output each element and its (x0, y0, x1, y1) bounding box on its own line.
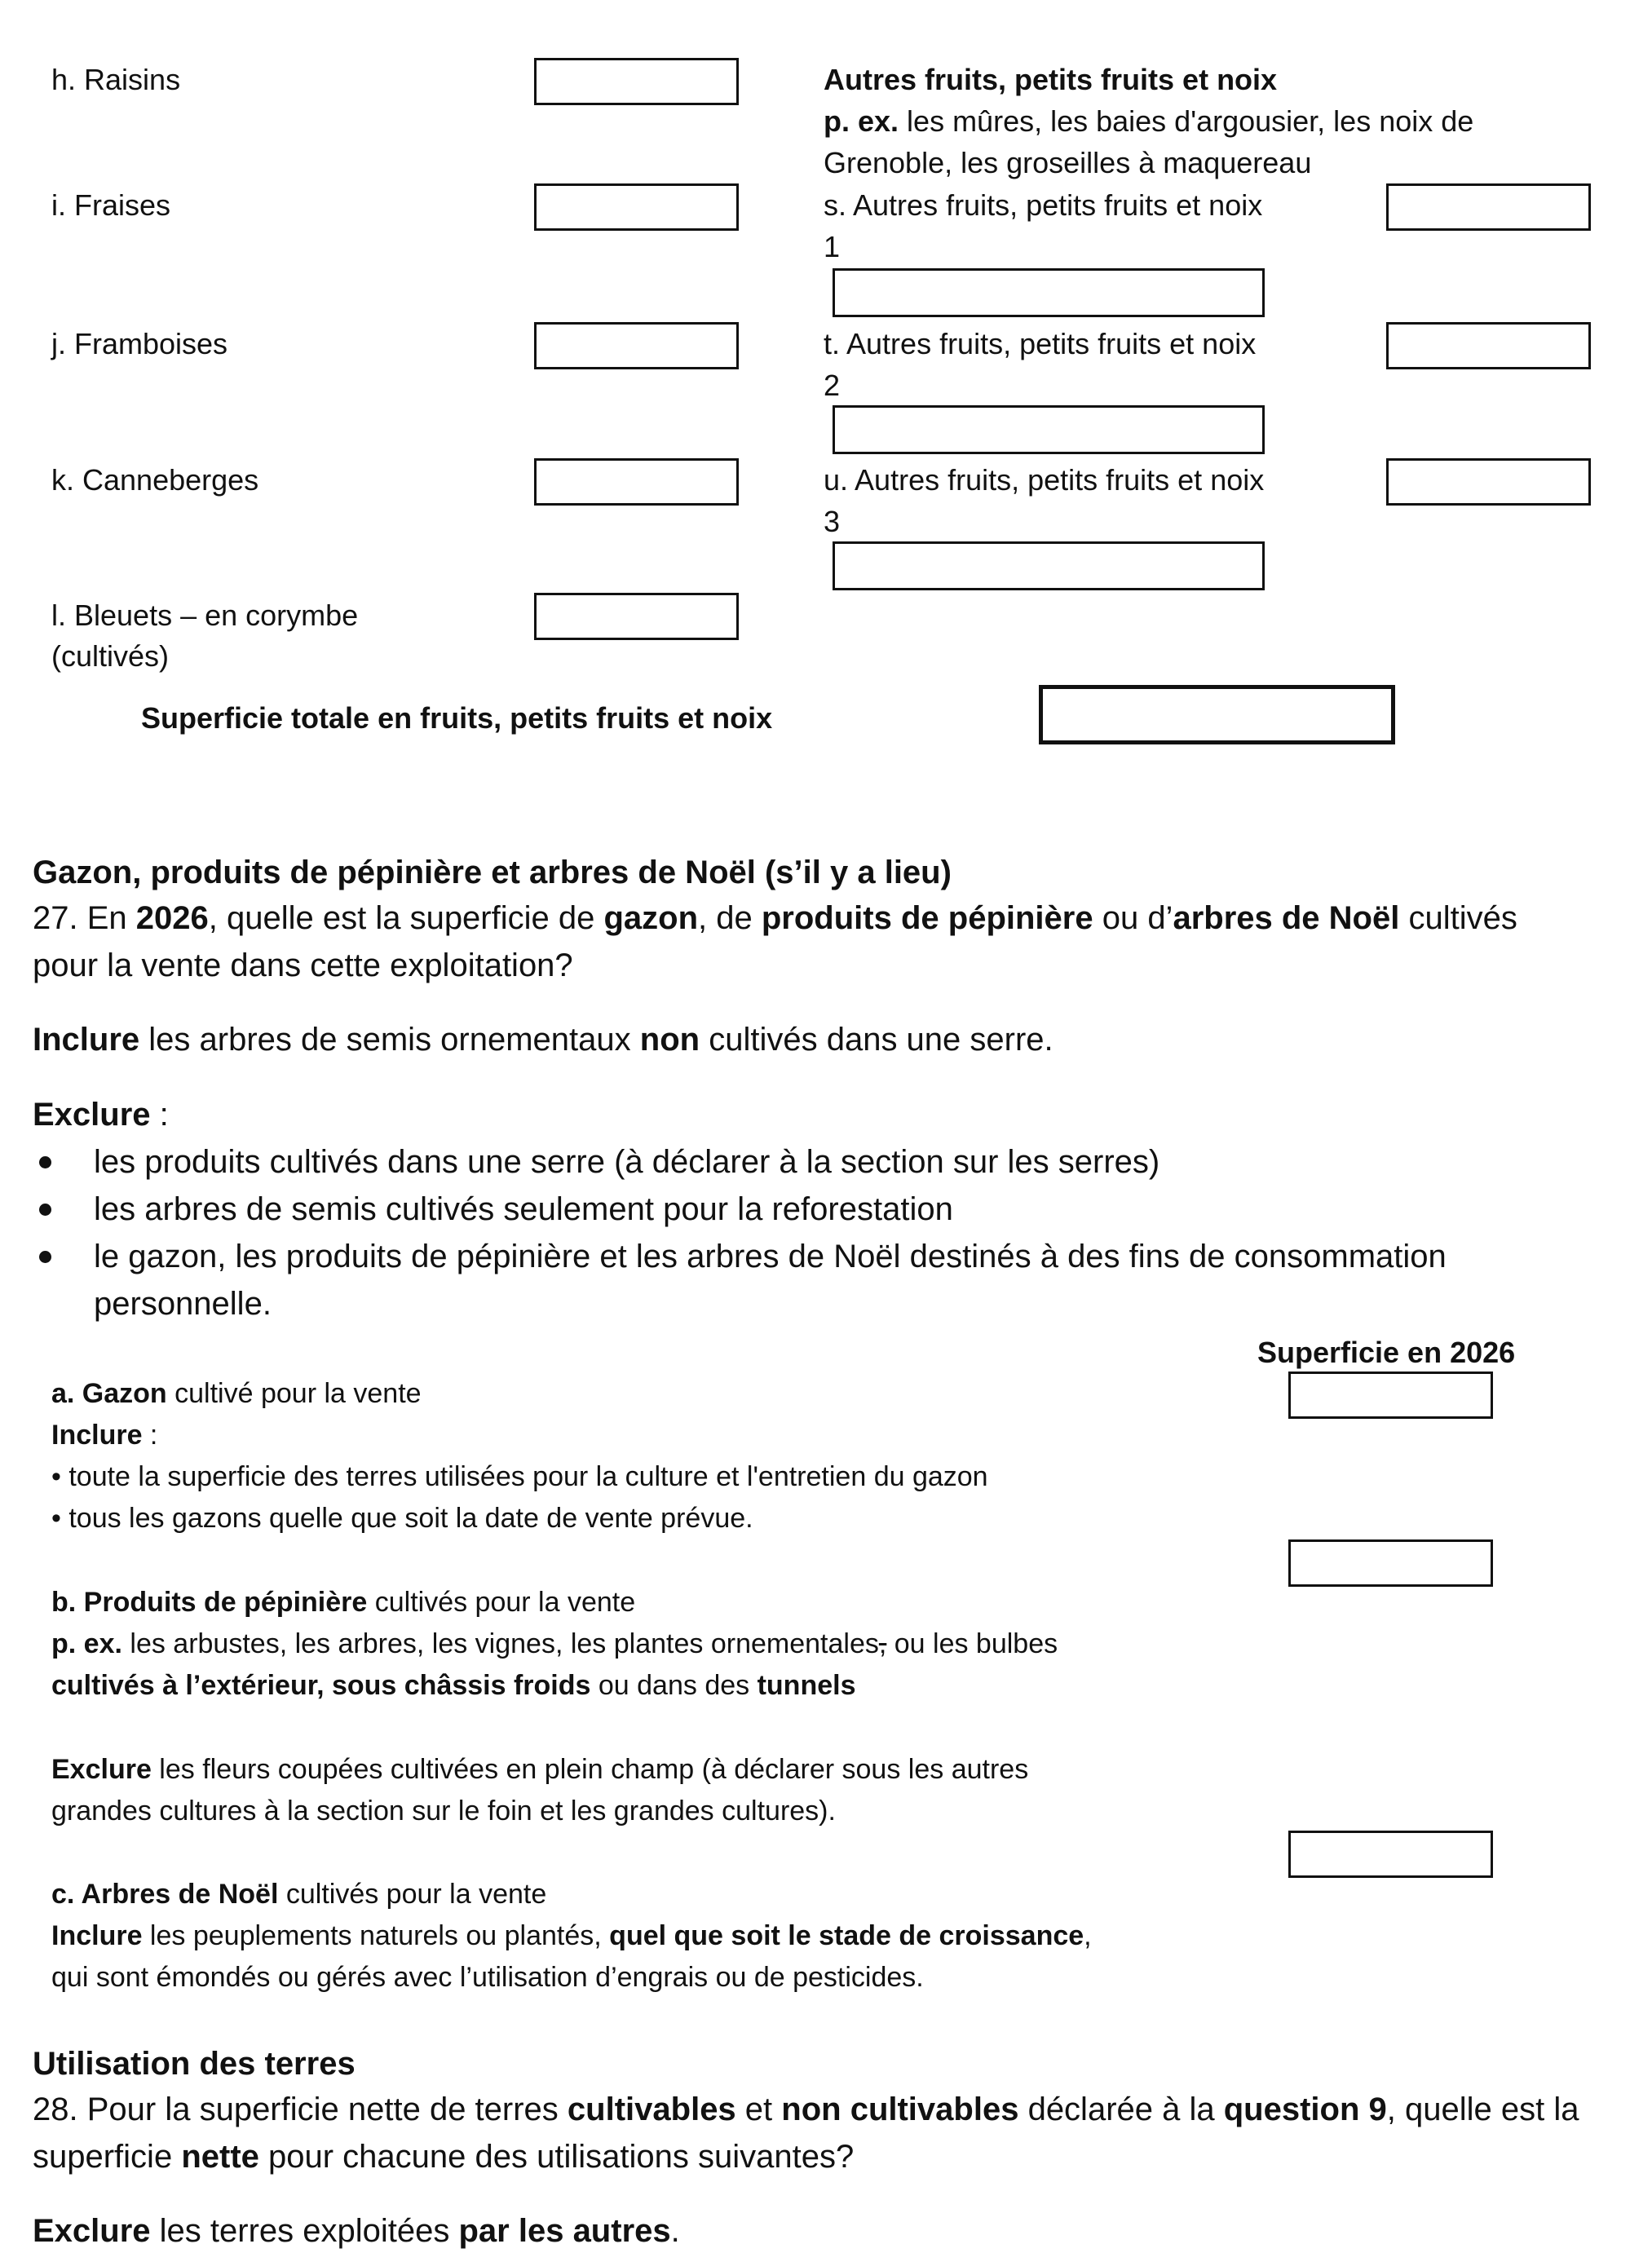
item-j-label: j. Framboises (51, 327, 228, 360)
arbres-noel-area-input[interactable] (1288, 1831, 1493, 1878)
section-title-gazon: Gazon, produits de pépinière et arbres de Noël (s’il y a lieu) (33, 855, 952, 890)
canneberges-input[interactable] (534, 458, 739, 506)
item-c-line3: qui sont émondés ou gérés avec l’utilisation d’engrais ou de pesticides. (51, 1962, 924, 1993)
item-t-label-line1: t. Autres fruits, petits fruits et noix (824, 327, 1257, 360)
question-27-line2: pour la vente dans cette exploitation? (33, 947, 573, 983)
total-fruits-label: Superficie totale en fruits, petits fruits et noix (141, 701, 773, 735)
exclure-bullet-3-cont: personnelle. (94, 1286, 272, 1322)
section-title-terres: Utilisation des terres (33, 2046, 356, 2082)
total-fruits-input[interactable] (1039, 685, 1395, 744)
gazon-area-input[interactable] (1288, 1372, 1493, 1419)
item-c-inclure: Inclure les peuplements naturels ou plantés, quel que soit le stade de croissance, (51, 1920, 1092, 1951)
other-fruits-3-name-input[interactable] (833, 541, 1265, 590)
other-fruits-1-name-input[interactable] (833, 268, 1265, 317)
pepiniere-area-input[interactable] (1288, 1539, 1493, 1587)
exclure-bullet-2: les arbres de semis cultivés seulement pour la reforestation (94, 1191, 953, 1227)
item-a-title: a. Gazon cultivé pour la vente (51, 1378, 422, 1409)
question-28-line2: superficie nette pour chacune des utilisations suivantes? (33, 2139, 855, 2175)
bullet-icon (39, 1204, 51, 1216)
item-l-label-line2: (cultivés) (51, 639, 170, 673)
item-t-label-line2: 2 (824, 369, 841, 402)
bullet-icon (39, 1251, 51, 1263)
item-u-label-line1: u. Autres fruits, petits fruits et noix (824, 463, 1265, 497)
item-b-title: b. Produits de pépinière cultivés pour la vente (51, 1587, 636, 1618)
q27-exclure-heading: Exclure : (33, 1097, 169, 1133)
item-u-label-line2: 3 (824, 505, 841, 538)
other-fruits-3-area-input[interactable] (1386, 458, 1591, 506)
item-b-example-line2: cultivés à l’extérieur, sous châssis froids ou dans des tunnels (51, 1670, 856, 1701)
q27-inclure-note: Inclure les arbres de semis ornementaux non cultivés dans une serre. (33, 1022, 1053, 1058)
framboises-input[interactable] (534, 322, 739, 369)
column-header-superficie: Superficie en 2026 (1257, 1336, 1516, 1369)
exclure-bullet-3: le gazon, les produits de pépinière et les arbres de Noël destinés à des fins de consommation (94, 1239, 1447, 1274)
item-b-example: p. ex. les arbustes, les arbres, les vignes, les plantes ornementales, ou les bulbes (51, 1628, 1058, 1659)
other-fruits-2-area-input[interactable] (1386, 322, 1591, 369)
item-s-label-line2: 1 (824, 230, 841, 263)
other-fruits-example-line1: p. ex. les mûres, les baies d'argousier, les noix de (824, 104, 1474, 138)
item-k-label: k. Canneberges (51, 463, 259, 497)
other-fruits-heading: Autres fruits, petits fruits et noix (824, 63, 1278, 96)
item-s-label-line1: s. Autres fruits, petits fruits et noix (824, 188, 1263, 222)
raisins-input[interactable] (534, 58, 739, 105)
item-h-label: h. Raisins (51, 63, 181, 96)
question-28-line1: 28. Pour la superficie nette de terres cultivables et non cultivables déclarée à la question 9, quelle est la (33, 2092, 1579, 2127)
item-a-bullet-2: • tous les gazons quelle que soit la date de vente prévue. (51, 1503, 753, 1534)
other-fruits-1-area-input[interactable] (1386, 183, 1591, 231)
question-27-line1: 27. En 2026, quelle est la superficie de gazon, de produits de pépinière ou d’arbres de Noël cultivés (33, 900, 1517, 936)
item-l-label-line1: l. Bleuets – en corymbe (51, 599, 359, 632)
item-b-exclure-line2: grandes cultures à la section sur le foin et les grandes cultures). (51, 1796, 836, 1826)
bullet-icon (39, 1156, 51, 1168)
other-fruits-2-name-input[interactable] (833, 405, 1265, 454)
other-fruits-example-line2: Grenoble, les groseilles à maquereau (824, 146, 1312, 179)
q28-exclure-note: Exclure les terres exploitées par les autres. (33, 2213, 680, 2249)
item-b-exclure: Exclure les fleurs coupées cultivées en plein champ (à déclarer sous les autres (51, 1754, 1029, 1785)
item-c-title: c. Arbres de Noël cultivés pour la vente (51, 1879, 547, 1910)
item-i-label: i. Fraises (51, 188, 171, 222)
item-a-inclure: Inclure : (51, 1420, 158, 1451)
exclure-bullet-1: les produits cultivés dans une serre (à déclarer à la section sur les serres) (94, 1144, 1160, 1180)
bleuets-input[interactable] (534, 593, 739, 640)
fraises-input[interactable] (534, 183, 739, 231)
item-a-bullet-1: • toute la superficie des terres utilisées pour la culture et l'entretien du gazon (51, 1461, 988, 1492)
